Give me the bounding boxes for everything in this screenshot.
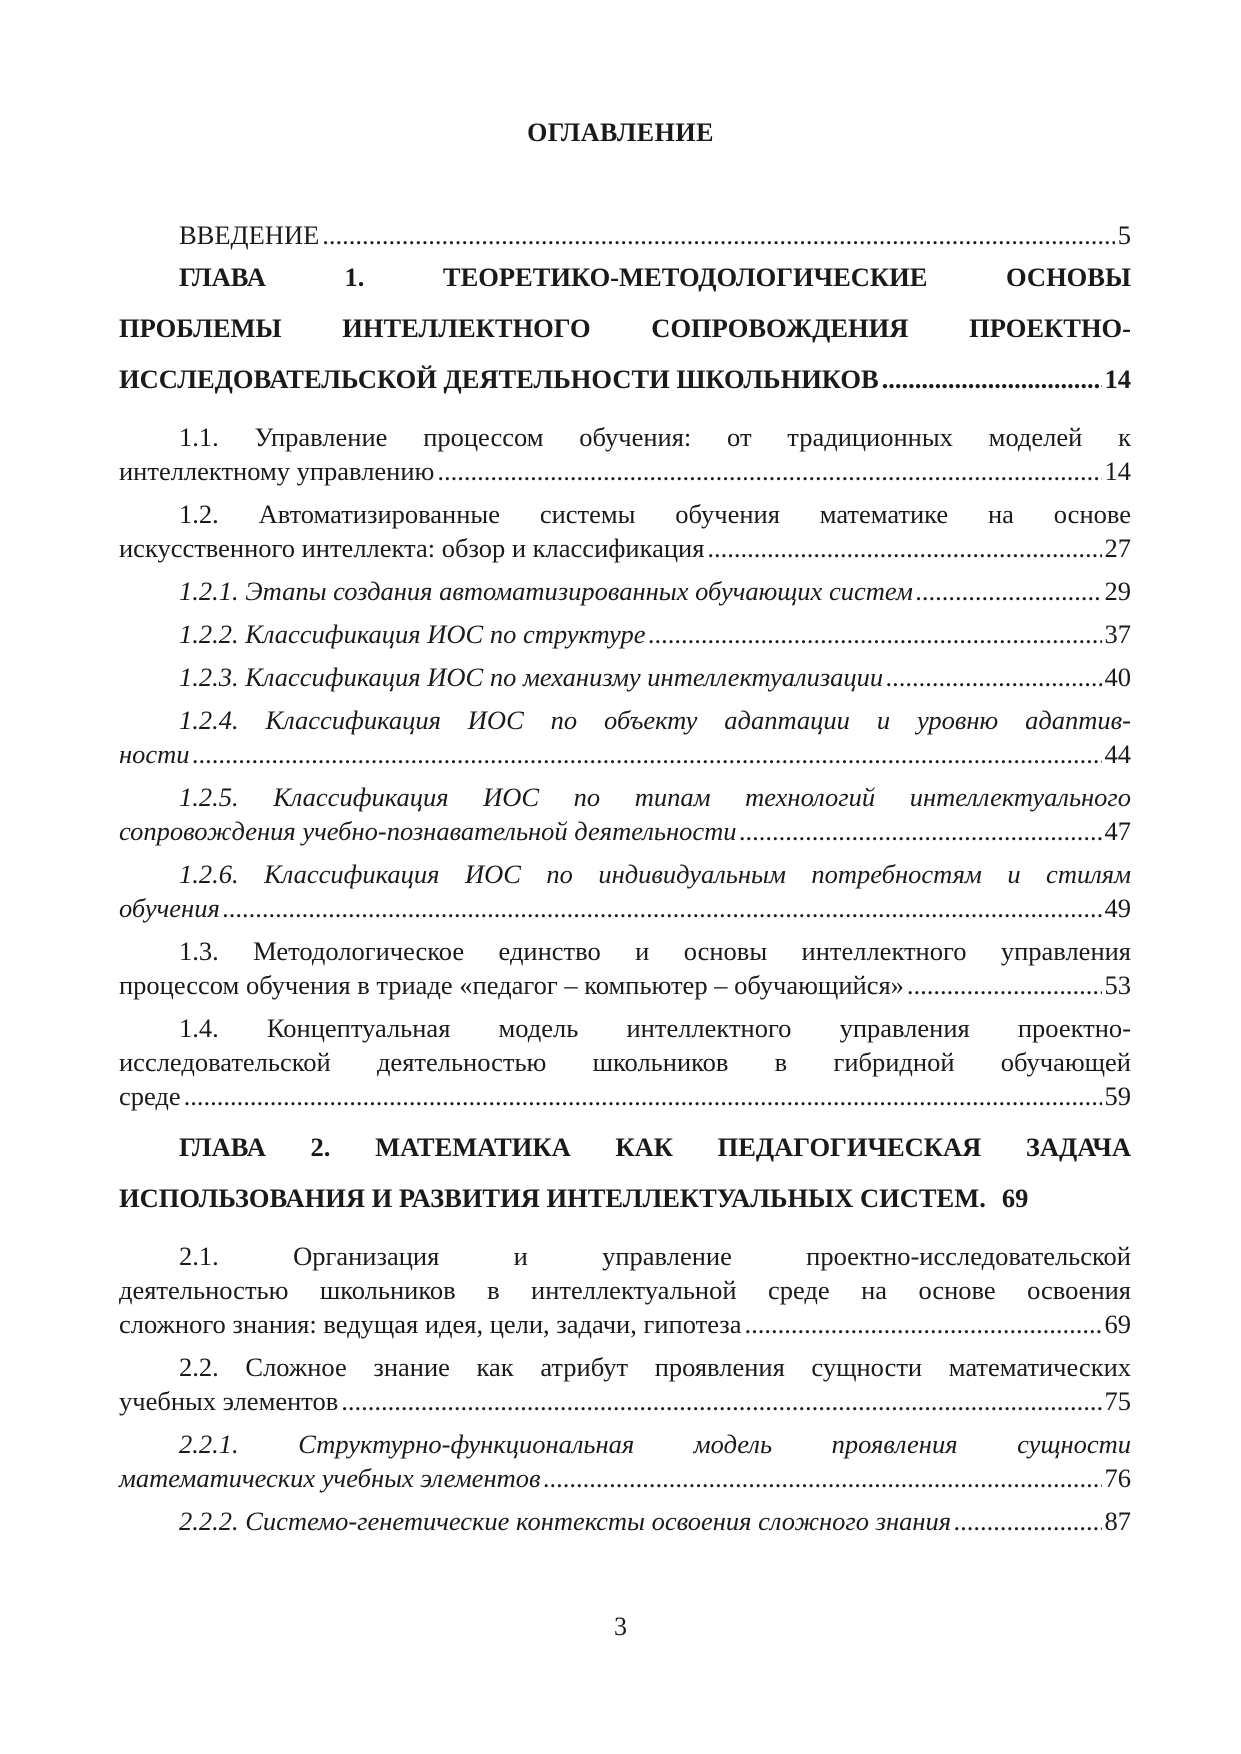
toc-entry-text: математических учебных элементов [119,1463,541,1493]
toc-page-number: 44 [1104,739,1131,769]
toc-entry-line: 2.2.1. Структурно-функциональная модель проявления сущности [179,1429,1131,1459]
toc-entry-line: 1.2.6. Классификация ИОС по индивидуальным потребностям и стилям [179,859,1131,889]
toc-entry-lastline [119,354,1131,405]
toc-entry-lastline [119,1307,1131,1341]
dot-leader [886,660,1101,694]
toc-entry[interactable] [119,1122,1131,1224]
dot-leader [882,354,1102,405]
toc-page-number: 27 [1104,533,1131,563]
toc-entry[interactable] [119,703,1131,771]
toc-page-number: 69 [1001,1183,1029,1213]
toc-entry-lastline [119,574,1131,608]
toc-entry-lastline [119,737,1131,771]
toc-entry[interactable] [119,252,1131,405]
toc-page-number: 49 [1104,893,1131,923]
toc-entry-lastline [119,617,1131,651]
toc-entry-line: 1.2.4. Классификация ИОС по объекту адаптации и уровню адаптив- [179,705,1131,735]
toc-entry-text: ВВЕДЕНИЕ [179,220,320,250]
toc-entry-text: учебных элементов [119,1386,339,1416]
toc-entry[interactable] [119,1427,1131,1495]
toc-entry[interactable] [119,1239,1131,1341]
toc-entry-text: сопровождения учебно-познавательной деятельности [119,816,737,846]
dot-leader [543,1461,1101,1495]
toc-entry-lastline [119,1384,1131,1418]
toc-entry-lastline [119,814,1131,848]
dot-leader [341,1384,1101,1418]
toc-entry[interactable] [119,934,1131,1002]
page-number: 3 [614,1612,627,1641]
toc-entry-lastline [119,1173,1131,1224]
toc-entry-lastline [119,1504,1131,1538]
toc-entry[interactable] [119,617,1131,651]
dot-leader [907,968,1102,1002]
dot-leader [184,1079,1102,1113]
toc-entry[interactable] [119,1504,1131,1538]
toc-entry[interactable] [119,497,1131,565]
toc-page-number: 14 [1104,456,1131,486]
toc-entry-text: искусственного интеллекта: обзор и классификация [119,533,705,563]
toc-entry-line: 2.1. Организация и управление проектно-исследовательской [179,1241,1131,1271]
toc-entry-line: 1.2.5. Классификация ИОС по типам технологий интеллектуального [179,782,1131,812]
toc-page-number: 59 [1104,1081,1131,1111]
toc-entry-text: 1.2.1. Этапы создания автоматизированных обучающих систем [179,576,913,606]
toc-page-number: 40 [1104,662,1131,692]
toc-entry-line: деятельностью школьников в интеллектуальной среде на основе освоения [119,1275,1131,1305]
toc-page-number: 53 [1104,970,1131,1000]
page-title: ОГЛАВЛЕНИЕ [527,118,714,147]
dot-leader [437,454,1101,488]
toc-page-number: 5 [1117,220,1131,250]
toc-entry-lastline [119,1461,1131,1495]
dot-leader [739,814,1101,848]
dot-leader [707,531,1101,565]
toc-entry-lastline [119,218,1131,252]
toc-entry-text: интеллектному управлению [119,456,435,486]
toc-entry[interactable] [119,420,1131,488]
table-of-contents [119,218,1131,1547]
dot-leader [648,617,1101,651]
dot-leader [745,1307,1102,1341]
toc-page-number: 87 [1104,1506,1131,1536]
toc-entry[interactable] [119,660,1131,694]
dot-leader [322,218,1114,252]
toc-page-number: 75 [1104,1386,1131,1416]
toc-entry-line: ГЛАВА 1. ТЕОРЕТИКО-МЕТОДОЛОГИЧЕСКИЕ ОСНОВЫ [179,262,1131,292]
toc-page-number: 69 [1104,1309,1131,1339]
toc-entry[interactable] [119,218,1131,252]
toc-entry-line: 1.2. Автоматизированные системы обучения математике на основе [179,499,1131,529]
toc-entry-text: 2.2.2. Системо-генетические контексты освоения сложного знания [179,1506,952,1536]
toc-page-number: 29 [1104,576,1131,606]
toc-entry-text: 1.2.3. Классификация ИОС по механизму интеллектуализации [179,662,884,692]
dot-leader [954,1504,1101,1538]
toc-entry-lastline [119,968,1131,1002]
toc-entry-line: 2.2. Сложное знание как атрибут проявления сущности математических [179,1352,1131,1382]
toc-entry-text: ИССЛЕДОВАТЕЛЬСКОЙ ДЕЯТЕЛЬНОСТИ ШКОЛЬНИКОВ [119,364,879,394]
toc-entry-lastline [119,660,1131,694]
toc-entry-text: обучения [119,893,220,923]
toc-entry[interactable] [119,780,1131,848]
toc-entry-text: ности [119,739,190,769]
toc-entry-line: 1.1. Управление процессом обучения: от традиционных моделей к [179,422,1131,452]
toc-entry-line: ГЛАВА 2. МАТЕМАТИКА КАК ПЕДАГОГИЧЕСКАЯ ЗАДАЧА [179,1132,1131,1162]
toc-entry-text: процессом обучения в триаде «педагог – компьютер – обучающийся» [119,970,904,1000]
toc-entry-lastline [119,1079,1131,1113]
toc-entry[interactable] [119,574,1131,608]
toc-entry-lastline [119,531,1131,565]
toc-entry-line: исследовательской деятельностью школьников в гибридной обучающей [119,1047,1131,1077]
dot-leader [916,574,1102,608]
toc-entry-line: 1.3. Методологическое единство и основы интеллектного управления [179,936,1131,966]
toc-page-number: 76 [1104,1463,1131,1493]
toc-entry[interactable] [119,1350,1131,1418]
toc-entry-line: ПРОБЛЕМЫ ИНТЕЛЛЕКТНОГО СОПРОВОЖДЕНИЯ ПРОЕКТНО- [119,313,1131,343]
toc-entry-text: 1.2.2. Классификация ИОС по структуре [179,619,646,649]
toc-entry-lastline [119,454,1131,488]
toc-entry-text: среде [119,1081,181,1111]
dot-leader [223,891,1102,925]
toc-entry-lastline [119,891,1131,925]
toc-page-number: 47 [1104,816,1131,846]
toc-entry[interactable] [119,857,1131,925]
toc-page-number: 14 [1104,364,1131,394]
dot-leader [193,737,1102,771]
toc-entry-text: сложного знания: ведущая идея, цели, задачи, гипотеза [119,1309,742,1339]
toc-entry[interactable] [119,1011,1131,1113]
toc-entry-line: 1.4. Концептуальная модель интеллектного управления проектно- [179,1013,1131,1043]
toc-entry-text: ИСПОЛЬЗОВАНИЯ И РАЗВИТИЯ ИНТЕЛЛЕКТУАЛЬНЫХ СИСТЕМ. [119,1183,986,1213]
toc-page-number: 37 [1104,619,1131,649]
